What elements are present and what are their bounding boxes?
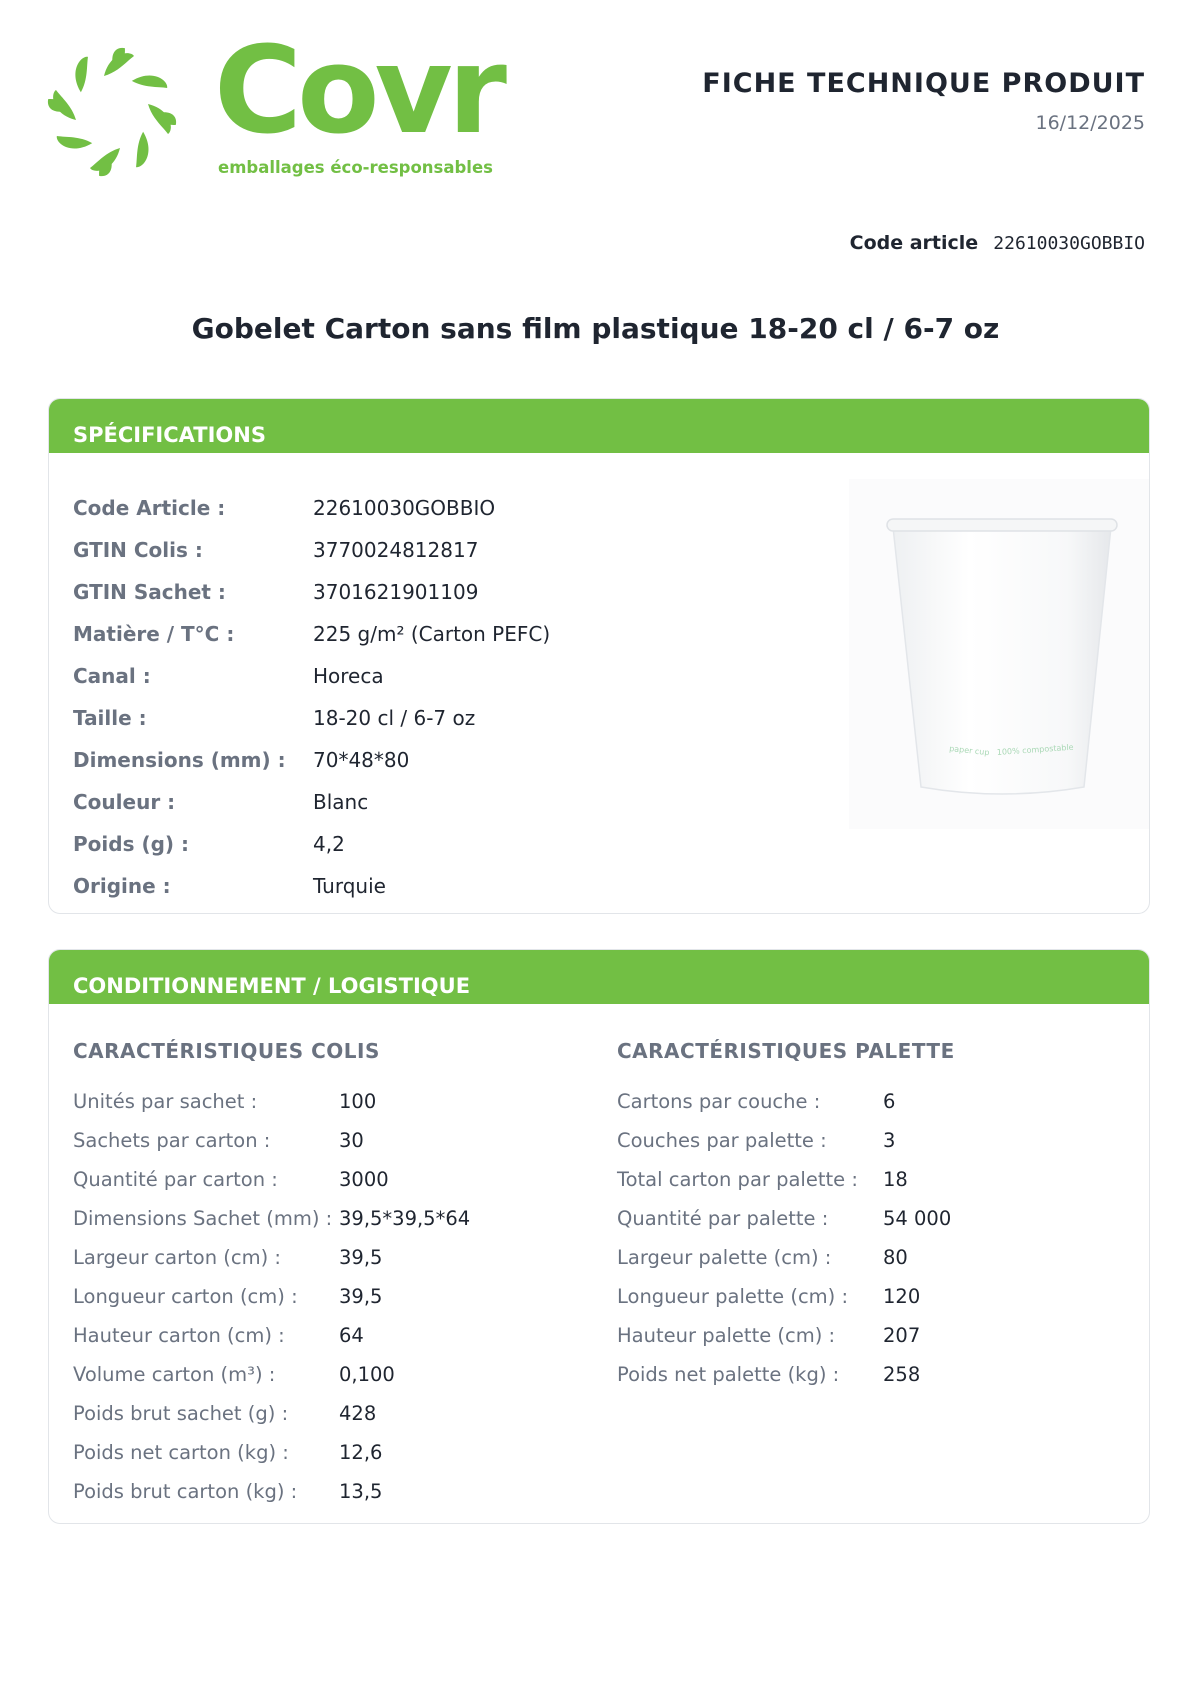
product-image-cup <box>849 479 1149 829</box>
palette-label: Poids net palette (kg) : <box>617 1363 840 1386</box>
colis-value: 0,100 <box>339 1363 395 1386</box>
brand-logo <box>46 22 506 196</box>
colis-value: 100 <box>339 1090 377 1113</box>
spec-label: GTIN Sachet : <box>73 580 226 604</box>
article-code-line <box>850 232 1145 254</box>
colis-value: 3000 <box>339 1168 389 1191</box>
cup-print-text: 100% compostable <box>996 742 1074 757</box>
spec-value: 22610030GOBBIO <box>313 496 496 520</box>
palette-label: Largeur palette (cm) : <box>617 1246 832 1269</box>
spec-value: 70*48*80 <box>313 748 410 772</box>
article-code-label: Code article <box>849 232 979 254</box>
spec-label: Poids (g) : <box>73 832 189 856</box>
specifications-card <box>48 398 1150 914</box>
colis-label: Poids net carton (kg) : <box>73 1441 289 1464</box>
colis-heading: CARACTÉRISTIQUES COLIS <box>73 1039 380 1063</box>
palette-value: 18 <box>883 1168 908 1191</box>
spec-label: Matière / T°C : <box>73 622 235 646</box>
spec-value: 3701621901109 <box>313 580 479 604</box>
colis-value: 39,5*39,5*64 <box>339 1207 471 1230</box>
spec-value: 4,2 <box>313 832 345 856</box>
spec-value: Horeca <box>313 664 384 688</box>
palette-label: Couches par palette : <box>617 1129 827 1152</box>
spec-value: 18-20 cl / 6-7 oz <box>313 706 476 730</box>
palette-value: 80 <box>883 1246 908 1269</box>
palette-label: Total carton par palette : <box>617 1168 858 1191</box>
product-title: Gobelet Carton sans film plastique 18-20 cl / 6-7 oz <box>191 312 1000 345</box>
cup-print-text: paper cup <box>948 744 990 758</box>
palette-value: 120 <box>883 1285 921 1308</box>
spec-label: Couleur : <box>73 790 176 814</box>
palette-label: Cartons par couche : <box>617 1090 821 1113</box>
spec-value: Turquie <box>313 874 386 898</box>
colis-label: Dimensions Sachet (mm) : <box>73 1207 333 1230</box>
spec-value: Blanc <box>313 790 369 814</box>
colis-label: Longueur carton (cm) : <box>73 1285 298 1308</box>
colis-label: Unités par sachet : <box>73 1090 258 1113</box>
palette-label: Longueur palette (cm) : <box>617 1285 849 1308</box>
colis-label: Poids brut sachet (g) : <box>73 1402 289 1425</box>
spec-label: Taille : <box>73 706 147 730</box>
colis-label: Quantité par carton : <box>73 1168 278 1191</box>
palette-label: Hauteur palette (cm) : <box>617 1324 836 1347</box>
spec-label: Code Article : <box>73 496 226 520</box>
colis-value: 39,5 <box>339 1285 383 1308</box>
document-date: 16/12/2025 <box>1035 112 1145 134</box>
specifications-heading: SPÉCIFICATIONS <box>49 399 1149 453</box>
spec-label: Origine : <box>73 874 171 898</box>
spec-value: 3770024812817 <box>313 538 479 562</box>
brand-tagline: emballages éco-responsables <box>218 158 493 177</box>
spec-label: Canal : <box>73 664 151 688</box>
document-title: FICHE TECHNIQUE PRODUIT <box>702 68 1145 99</box>
spec-label: GTIN Colis : <box>73 538 203 562</box>
colis-value: 13,5 <box>339 1480 383 1503</box>
palette-value: 258 <box>883 1363 921 1386</box>
colis-value: 12,6 <box>339 1441 383 1464</box>
colis-value: 30 <box>339 1129 364 1152</box>
colis-label: Volume carton (m³) : <box>73 1363 276 1386</box>
logistics-heading: CONDITIONNEMENT / LOGISTIQUE <box>49 950 1149 1004</box>
brand-wordmark: Covr <box>214 22 502 161</box>
leaf-wreath-icon <box>46 46 178 178</box>
colis-label: Largeur carton (cm) : <box>73 1246 281 1269</box>
palette-heading: CARACTÉRISTIQUES PALETTE <box>617 1039 955 1063</box>
palette-value: 207 <box>883 1324 921 1347</box>
colis-label: Poids brut carton (kg) : <box>73 1480 298 1503</box>
spec-label: Dimensions (mm) : <box>73 748 286 772</box>
colis-value: 64 <box>339 1324 364 1347</box>
palette-value: 54 000 <box>883 1207 952 1230</box>
article-code-value: 22610030GOBBIO <box>993 233 1145 254</box>
spec-value: 225 g/m² (Carton PEFC) <box>313 622 551 646</box>
palette-value: 6 <box>883 1090 896 1113</box>
colis-value: 39,5 <box>339 1246 383 1269</box>
palette-label: Quantité par palette : <box>617 1207 829 1230</box>
palette-value: 3 <box>883 1129 896 1152</box>
logistics-card <box>48 949 1150 1524</box>
colis-label: Sachets par carton : <box>73 1129 271 1152</box>
colis-label: Hauteur carton (cm) : <box>73 1324 285 1347</box>
colis-value: 428 <box>339 1402 377 1425</box>
